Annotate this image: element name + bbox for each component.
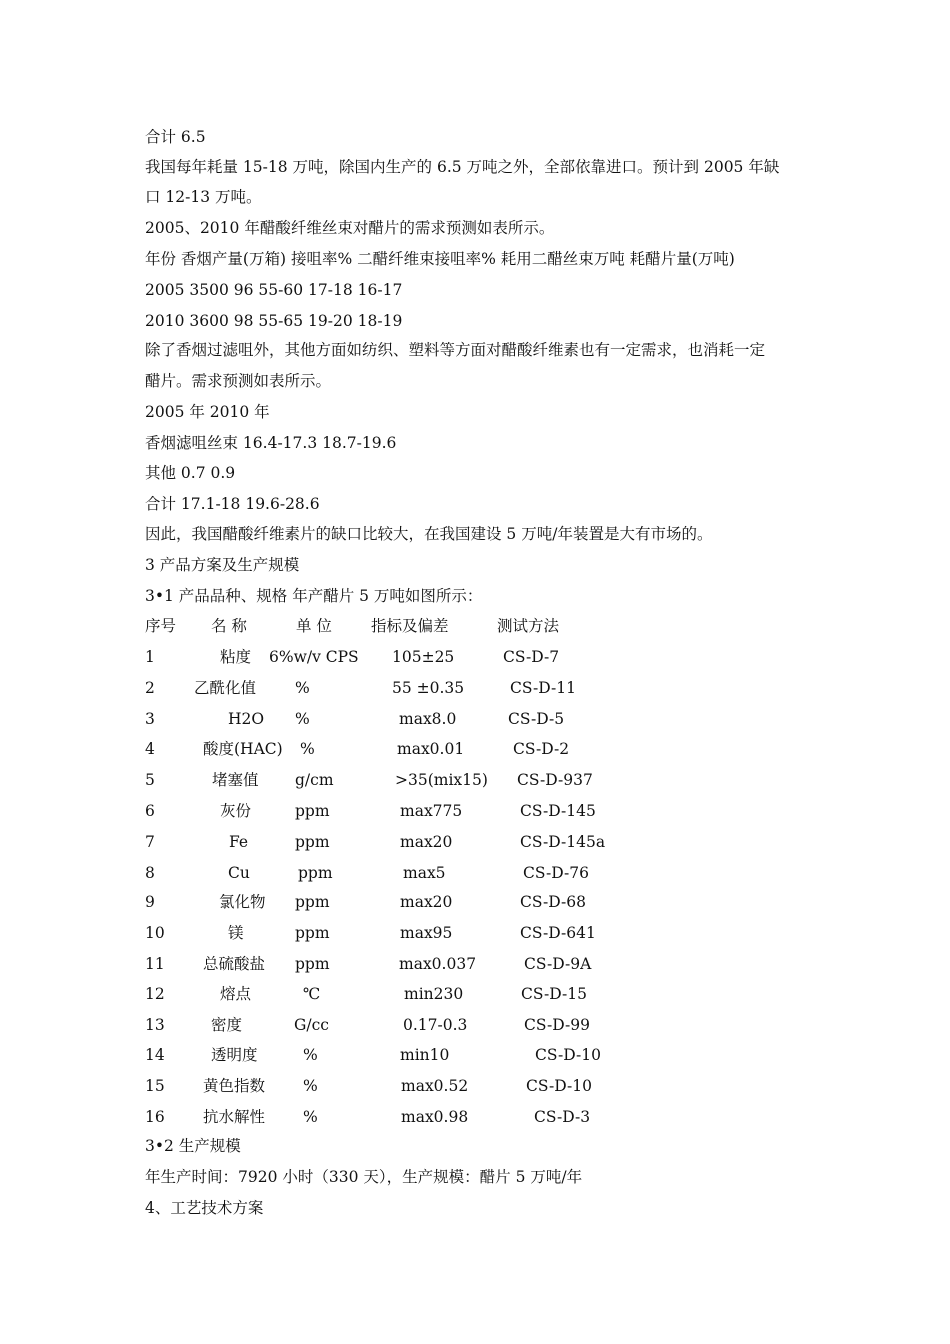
cell-no: 1 (145, 648, 155, 666)
cell-no: 13 (145, 1016, 165, 1034)
cell-spec: max0.52 (401, 1077, 469, 1095)
cell-unit: ℃ (303, 985, 321, 1003)
cell-no: 3 (145, 710, 155, 728)
cell-no: 9 (145, 893, 155, 911)
cell-unit: ppm (295, 802, 330, 820)
cell-test-method: CS-D-2 (513, 740, 570, 758)
table-row (0, 1015, 950, 1037)
table-row (0, 1045, 950, 1067)
cell-test-method: CS-D-99 (524, 1016, 590, 1034)
header-spec: 指标及偏差 (371, 617, 449, 635)
cell-unit: % (295, 710, 310, 728)
cell-unit: % (295, 679, 310, 697)
text-line-other-uses-2: 醋片。需求预测如表所示。 (145, 372, 332, 390)
table-row (0, 739, 950, 761)
cell-spec: min230 (404, 985, 464, 1003)
cell-spec: max0.01 (397, 740, 465, 758)
table-row (0, 954, 950, 976)
cell-no: 12 (145, 985, 165, 1003)
cell-test-method: CS-D-145 (520, 802, 596, 820)
cell-name: 密度 (211, 1016, 243, 1034)
cell-test-method: CS-D-11 (510, 679, 576, 697)
cell-name: 乙酰化值 (194, 679, 257, 697)
cell-spec: max0.037 (399, 955, 477, 973)
cell-no: 11 (145, 955, 165, 973)
text-line-conclusion: 因此，我国醋酸纤维素片的缺口比较大，在我国建设 5 万吨/年装置是大有市场的。 (145, 525, 713, 543)
cell-name: 粘度 (220, 648, 252, 666)
cell-no: 2 (145, 679, 155, 697)
cell-test-method: CS-D-641 (520, 924, 596, 942)
header-name: 名 称 (211, 617, 247, 635)
table-row (0, 1107, 950, 1129)
cell-test-method: CS-D-3 (534, 1108, 591, 1126)
cell-test-method: CS-D-145a (520, 833, 606, 851)
text-line-total-6-5: 合计 6.5 (145, 128, 206, 146)
table-row (0, 923, 950, 945)
cell-unit: ppm (295, 955, 330, 973)
text-line-other-uses-1: 除了香烟过滤咀外，其他方面如纺织、塑料等方面对醋酸纤维素也有一定需求，也消耗一定 (145, 341, 766, 359)
cell-unit: ppm (295, 893, 330, 911)
header-no: 序号 (145, 617, 177, 635)
cell-test-method: CS-D-7 (503, 648, 560, 666)
cell-unit: 6%w/v CPS (269, 648, 359, 666)
cell-name: 灰份 (220, 802, 252, 820)
cell-no: 10 (145, 924, 165, 942)
cell-name: 总硫酸盐 (203, 955, 266, 973)
cell-name: Cu (228, 864, 250, 882)
table-row (0, 863, 950, 885)
cell-name: 酸度(HAC) (203, 740, 283, 758)
header-test-method: 测试方法 (497, 617, 560, 635)
forecast-row-2010: 2010 3600 98 55-65 19-20 18-19 (145, 312, 403, 330)
section-heading-4: 4、工艺技术方案 (145, 1199, 264, 1217)
cell-no: 16 (145, 1108, 165, 1126)
table-row (0, 801, 950, 823)
cell-no: 14 (145, 1046, 165, 1064)
cell-spec: max5 (403, 864, 446, 882)
cell-name: 熔点 (220, 985, 252, 1003)
cell-spec: max95 (400, 924, 453, 942)
cell-unit: % (303, 1077, 318, 1095)
demand-row-filter-tow: 香烟滤咀丝束 16.4-17.3 18.7-19.6 (145, 434, 397, 452)
cell-unit: % (303, 1046, 318, 1064)
spec-table-header (0, 616, 950, 638)
forecast-table-header: 年份 香烟产量(万箱) 接咀率% 二醋纤维束接咀率% 耗用二醋丝束万吨 耗醋片量(万吨) (145, 250, 735, 268)
cell-name: 镁 (228, 924, 244, 942)
cell-spec: max775 (400, 802, 463, 820)
cell-test-method: CS-D-10 (535, 1046, 601, 1064)
cell-no: 6 (145, 802, 155, 820)
cell-spec: 0.17-0.3 (403, 1016, 468, 1034)
cell-no: 7 (145, 833, 155, 851)
cell-test-method: CS-D-9A (524, 955, 592, 973)
table-row (0, 1076, 950, 1098)
cell-no: 4 (145, 740, 155, 758)
table-row (0, 892, 950, 914)
table-row (0, 647, 950, 669)
cell-name: 黄色指数 (203, 1077, 266, 1095)
cell-spec: 105±25 (392, 648, 455, 666)
cell-unit: g/cm (295, 771, 334, 789)
cell-name: 抗水解性 (203, 1108, 266, 1126)
cell-no: 8 (145, 864, 155, 882)
table-row (0, 770, 950, 792)
cell-spec: >35(mix15) (395, 771, 488, 789)
text-line-consumption-1: 我国每年耗量 15-18 万吨，除国内生产的 6.5 万吨之外，全部依靠进口。预计到 2005 年缺 (145, 158, 780, 176)
cell-name: Fe (229, 833, 249, 851)
section-heading-3-2: 3•2 生产规模 (145, 1137, 241, 1155)
cell-name: H2O (228, 710, 265, 728)
table-row (0, 678, 950, 700)
cell-unit: % (303, 1108, 318, 1126)
cell-name: 堵塞值 (212, 771, 259, 789)
cell-no: 15 (145, 1077, 165, 1095)
cell-test-method: CS-D-10 (526, 1077, 592, 1095)
forecast-row-2005: 2005 3500 96 55-60 17-18 16-17 (145, 281, 403, 299)
cell-unit: ppm (295, 924, 330, 942)
table-row (0, 709, 950, 731)
section-heading-3-1: 3•1 产品品种、规格 年产醋片 5 万吨如图所示： (145, 587, 483, 605)
cell-spec: max20 (400, 833, 453, 851)
cell-unit: ppm (295, 833, 330, 851)
header-unit: 单 位 (296, 617, 332, 635)
cell-test-method: CS-D-937 (517, 771, 593, 789)
text-line-demand-forecast: 2005、2010 年醋酸纤维丝束对醋片的需求预测如表所示。 (145, 219, 555, 237)
demand-table-header: 2005 年 2010 年 (145, 403, 270, 421)
cell-unit: ppm (298, 864, 333, 882)
demand-row-total: 合计 17.1-18 19.6-28.6 (145, 495, 320, 513)
cell-spec: 55 ±0.35 (392, 679, 465, 697)
table-row (0, 984, 950, 1006)
cell-spec: max20 (400, 893, 453, 911)
cell-name: 透明度 (211, 1046, 258, 1064)
cell-unit: G/cc (294, 1016, 329, 1034)
cell-unit: % (300, 740, 315, 758)
cell-test-method: CS-D-5 (508, 710, 565, 728)
cell-test-method: CS-D-15 (521, 985, 587, 1003)
cell-spec: max8.0 (399, 710, 457, 728)
section-heading-3: 3 产品方案及生产规模 (145, 556, 300, 574)
cell-name: 氯化物 (219, 893, 266, 911)
table-row (0, 832, 950, 854)
demand-row-other: 其他 0.7 0.9 (145, 464, 236, 482)
cell-spec: max0.98 (401, 1108, 469, 1126)
text-line-production-time: 年生产时间：7920 小时（330 天），生产规模：醋片 5 万吨/年 (145, 1168, 583, 1186)
cell-test-method: CS-D-76 (523, 864, 589, 882)
cell-test-method: CS-D-68 (520, 893, 586, 911)
cell-no: 5 (145, 771, 155, 789)
text-line-consumption-2: 口 12-13 万吨。 (145, 188, 262, 206)
cell-spec: min10 (400, 1046, 450, 1064)
